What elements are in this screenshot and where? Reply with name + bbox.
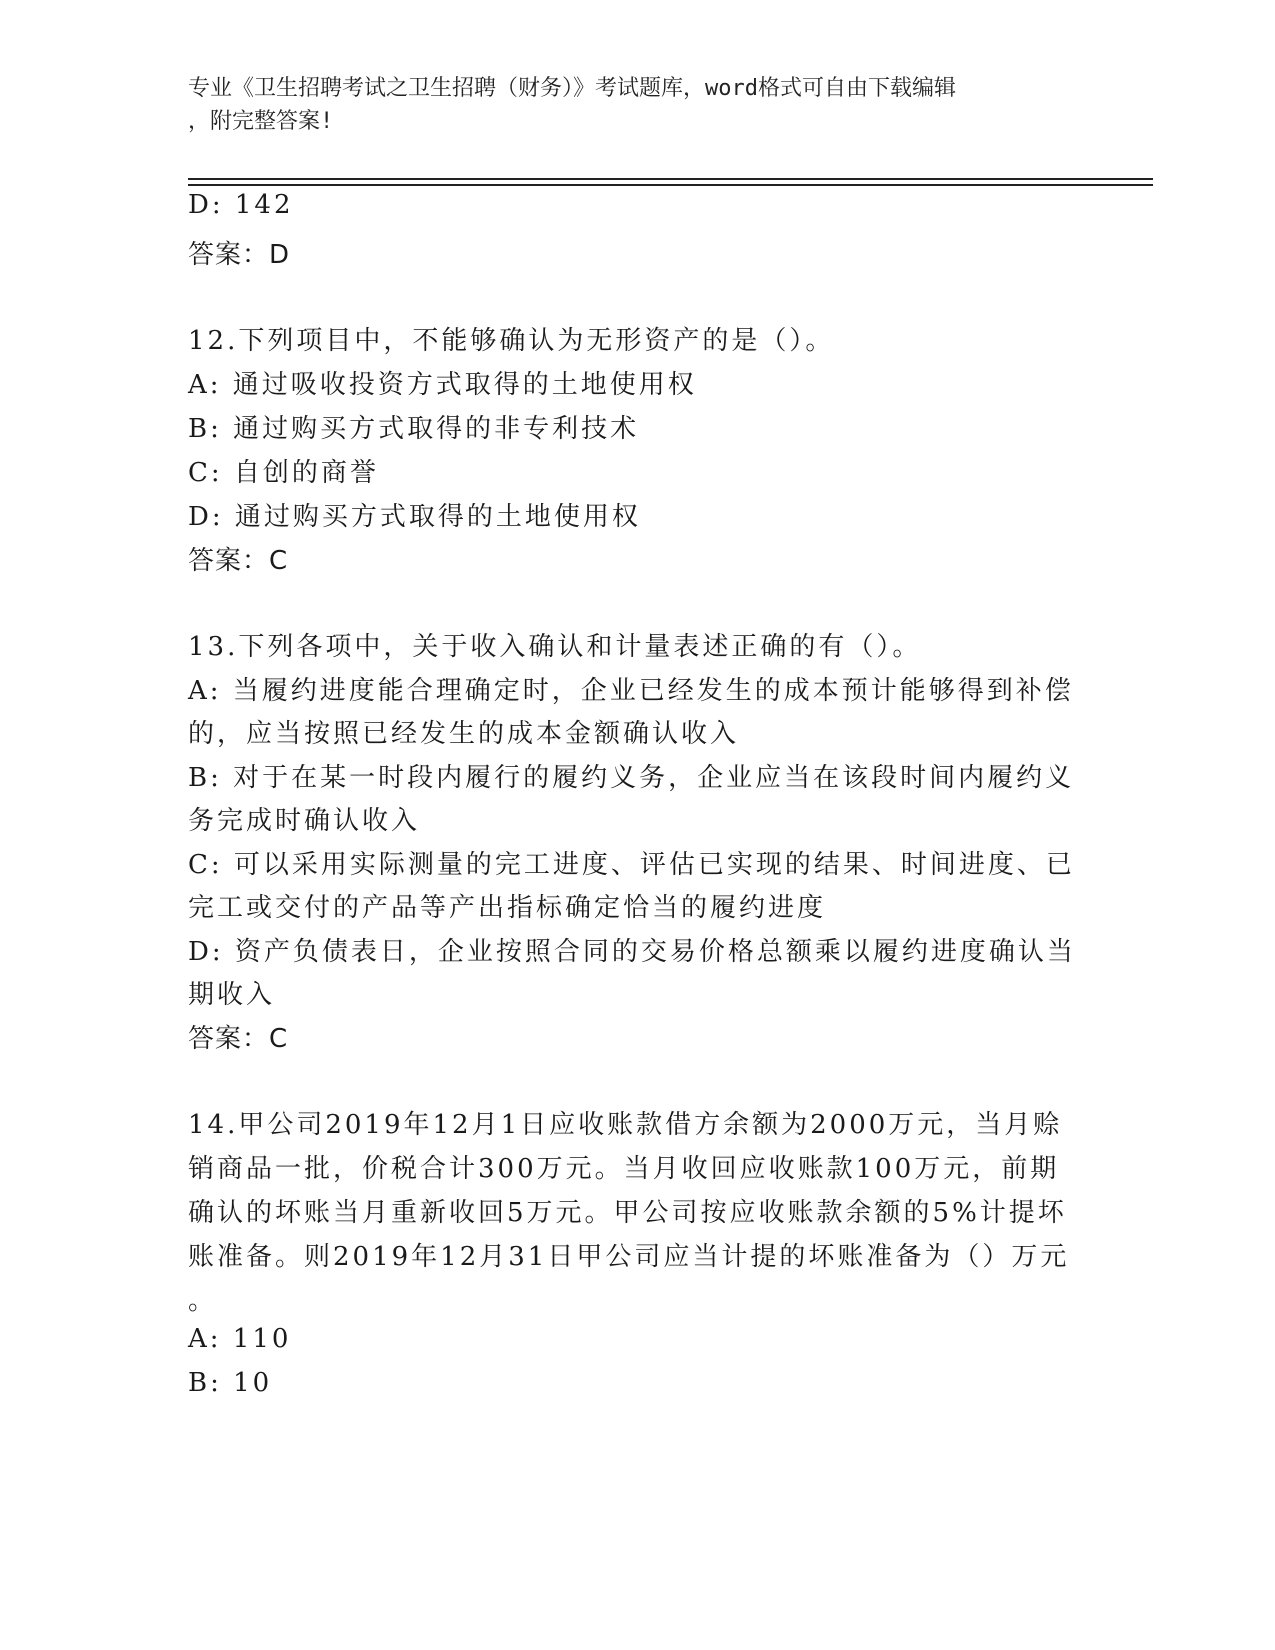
q12-option-d: D: 通过购买方式取得的土地使用权 xyxy=(188,502,641,532)
q13-option-a-line-2: 的，应当按照已经发生的成本金额确认收入 xyxy=(188,719,740,749)
header-line-1: 专业《卫生招聘考试之卫生招聘（财务）》考试题库，word格式可自由下载编辑 xyxy=(188,76,956,101)
q14-stem-line-1: 14.甲公司2019年12月1日应收账款借方余额为2000万元，当月赊 xyxy=(188,1110,1063,1140)
q12-stem: 12.下列项目中，不能够确认为无形资产的是（）。 xyxy=(188,326,835,356)
q13-option-a-line-1: A: 当履约进度能合理确定时，企业已经发生的成本预计能够得到补偿 xyxy=(188,676,1074,706)
q14-stem-line-3: 确认的坏账当月重新收回5万元。甲公司按应收账款余额的5%计提坏 xyxy=(188,1198,1067,1228)
q14-stem-line-4: 账准备。则2019年12月31日甲公司应当计提的坏账准备为（）万元 xyxy=(188,1242,1070,1272)
document-header xyxy=(188,72,1068,138)
q13-option-c-line-2: 完工或交付的产品等产出指标确定恰当的履约进度 xyxy=(188,893,827,923)
q14-option-b: B: 10 xyxy=(188,1368,273,1398)
q14-stem-line-5: 。 xyxy=(188,1286,218,1316)
header-rule-bottom xyxy=(188,184,1153,186)
header-line-2: ，附完整答案! xyxy=(188,109,334,134)
header-rule-top xyxy=(188,178,1153,180)
q13-option-b-line-2: 务完成时确认收入 xyxy=(188,806,421,836)
q12-answer: 答案：C xyxy=(188,546,289,576)
q13-answer: 答案：C xyxy=(188,1024,289,1054)
q13-option-b-line-1: B: 对于在某一时段内履行的履约义务，企业应当在该段时间内履约义 xyxy=(188,763,1075,793)
q14-option-a: A: 110 xyxy=(188,1324,292,1354)
q12-option-c: C: 自创的商誉 xyxy=(188,458,379,488)
q13-option-c-line-1: C: 可以采用实际测量的完工进度、评估已实现的结果、时间进度、已 xyxy=(188,850,1075,880)
q11-answer: 答案：D xyxy=(188,240,291,270)
q14-stem-line-2: 销商品一批，价税合计300万元。当月收回应收账款100万元，前期 xyxy=(188,1154,1060,1184)
q13-option-d-line-2: 期收入 xyxy=(188,980,276,1010)
q12-option-b: B: 通过购买方式取得的非专利技术 xyxy=(188,414,640,444)
q12-option-a: A: 通过吸收投资方式取得的土地使用权 xyxy=(188,370,697,400)
q11-option-d: D: 142 xyxy=(188,190,294,220)
q13-stem: 13.下列各项中，关于收入确认和计量表述正确的有（）。 xyxy=(188,632,922,662)
q13-option-d-line-1: D: 资产负债表日，企业按照合同的交易价格总额乘以履约进度确认当 xyxy=(188,937,1076,967)
